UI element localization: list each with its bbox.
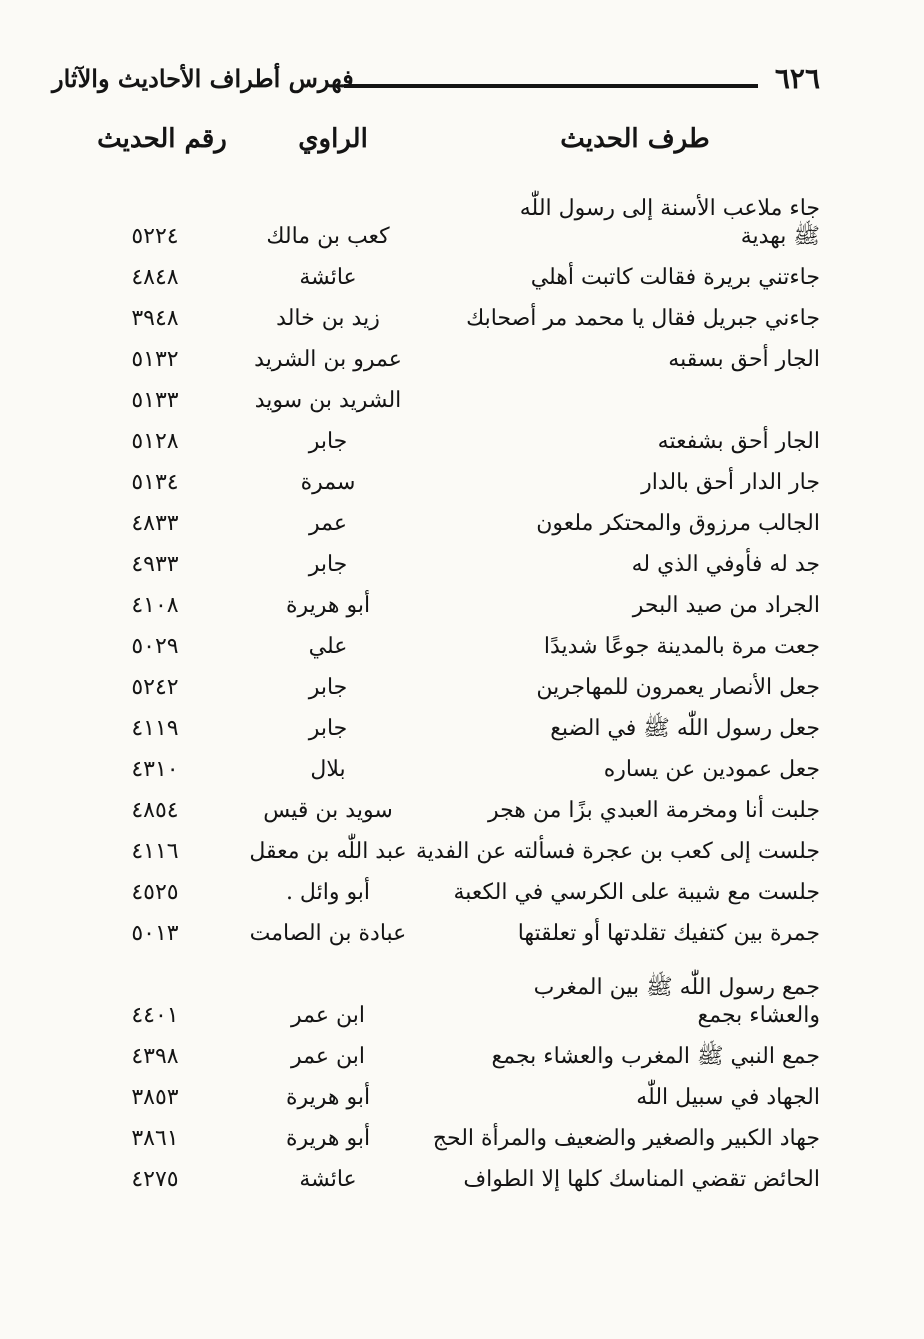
narrator: علي: [308, 633, 348, 659]
index-row: [0, 1074, 924, 1115]
hadith-text-line: جاء ملاعب الأسنة إلى رسول اللّٰه: [519, 196, 820, 221]
index-row: [0, 910, 924, 951]
index-row: [0, 418, 924, 459]
index-table: [0, 172, 924, 1197]
running-title: فهرس أطراف الأحاديث والآثار: [52, 64, 354, 93]
narrator: جابر: [308, 428, 348, 454]
narrator: ابن عمر: [291, 1002, 365, 1028]
hadith-text-line: الجهاد في سبيل اللّٰه: [636, 1084, 820, 1110]
index-row: [0, 787, 924, 828]
narrator: جابر: [308, 674, 348, 700]
hadith-number: ٥١٣٣: [131, 387, 179, 413]
index-row: [0, 951, 924, 1033]
hadith-text: [450, 715, 820, 743]
column-header-narrator: الراوي: [298, 124, 368, 154]
hadith-text: [450, 195, 820, 250]
narrator: عبادة بن الصامت: [249, 920, 407, 946]
hadith-text: [450, 633, 820, 661]
narrator: ابن عمر: [291, 1043, 365, 1069]
index-row: [0, 664, 924, 705]
hadith-text: [450, 264, 820, 292]
hadith-text-line: والعشاء بجمع: [697, 1002, 820, 1028]
hadith-text: [450, 346, 820, 374]
index-row: [0, 623, 924, 664]
running-header: [52, 58, 820, 102]
narrator: أبو هريرة: [285, 1125, 371, 1151]
hadith-text-line: جلست مع شيبة على الكرسي في الكعبة: [453, 879, 820, 905]
index-row: [0, 295, 924, 336]
narrator: جابر: [308, 551, 348, 577]
hadith-text: [450, 879, 820, 907]
hadith-text: [450, 551, 820, 579]
hadith-text: [450, 674, 820, 702]
hadith-number: ٤٨٤٨: [131, 264, 179, 290]
narrator: بلال: [310, 756, 346, 782]
hadith-number: ٤٣٩٨: [131, 1043, 179, 1069]
index-row: [0, 1033, 924, 1074]
hadith-text-line: جد له فأوفي الذي له: [631, 551, 820, 577]
column-headers: [0, 124, 924, 168]
hadith-text-line: جعل رسول اللّٰه ﷺ في الضبع: [550, 715, 820, 741]
hadith-text: [450, 305, 820, 333]
narrator: سمرة: [300, 469, 356, 495]
hadith-text: [450, 920, 820, 948]
hadith-text: [450, 428, 820, 456]
hadith-text-line: جمع رسول اللّٰه ﷺ بين المغرب: [533, 975, 820, 1000]
index-row: [0, 869, 924, 910]
index-row: [0, 1156, 924, 1197]
hadith-number: ٣٨٦١: [131, 1125, 179, 1151]
hadith-number: ٤٣١٠: [131, 756, 179, 782]
hadith-text-line: جمرة بين كتفيك تقلدتها أو تعلقتها: [517, 920, 820, 946]
hadith-text-line: جعل الأنصار يعمرون للمهاجرين: [536, 674, 820, 700]
narrator: عمرو بن الشريد: [254, 346, 402, 372]
hadith-number: ٤٥٢٥: [131, 879, 179, 905]
hadith-number: ٥٢٢٤: [131, 223, 179, 249]
hadith-text: [450, 510, 820, 538]
index-row: [0, 500, 924, 541]
hadith-number: ٤٨٥٤: [131, 797, 179, 823]
hadith-text: [450, 797, 820, 825]
hadith-text: [450, 974, 820, 1029]
index-row: [0, 582, 924, 623]
hadith-text: [450, 756, 820, 784]
index-row: [0, 1115, 924, 1156]
hadith-number: ٣٩٤٨: [131, 305, 179, 331]
narrator: أبو هريرة: [285, 592, 371, 618]
narrator: أبو هريرة: [285, 1084, 371, 1110]
hadith-text: [432, 1125, 820, 1153]
index-row: [0, 459, 924, 500]
hadith-number: ٤١٠٨: [131, 592, 179, 618]
index-row: [0, 254, 924, 295]
hadith-number: ٤٨٣٣: [131, 510, 179, 536]
index-row: [0, 541, 924, 582]
hadith-text-line: الجراد من صيد البحر: [632, 592, 820, 618]
narrator: عمر: [309, 510, 347, 536]
index-row: [0, 746, 924, 787]
hadith-number: ٥٠١٣: [131, 920, 179, 946]
index-row: [0, 828, 924, 869]
hadith-number: ٤٤٠١: [131, 1002, 179, 1028]
hadith-number: ٤٢٧٥: [131, 1166, 179, 1192]
narrator: عائشة: [299, 264, 357, 290]
hadith-number: ٤١١٩: [131, 715, 179, 741]
hadith-text-line: جلبت أنا ومخرمة العبدي بزًا من هجر: [487, 797, 820, 823]
narrator: زيد بن خالد: [276, 305, 380, 331]
column-header-hadith-text: طرف الحديث: [560, 124, 710, 154]
index-row: [0, 172, 924, 254]
hadith-text-line: الحائض تقضي المناسك كلها إلا الطواف: [463, 1166, 820, 1192]
hadith-text: [415, 838, 820, 866]
column-header-hadith-number: رقم الحديث: [97, 124, 227, 154]
hadith-number: ٥١٣٤: [131, 469, 179, 495]
narrator: عائشة: [299, 1166, 357, 1192]
hadith-text-line: جمع النبي ﷺ المغرب والعشاء بجمع: [491, 1043, 820, 1069]
hadith-text-line: جار الدار أحق بالدار: [641, 469, 820, 495]
hadith-number: ٣٨٥٣: [131, 1084, 179, 1110]
narrator: سويد بن قيس: [263, 797, 393, 823]
hadith-number: ٤٩٣٣: [131, 551, 179, 577]
hadith-text: [450, 592, 820, 620]
hadith-text-line: جعل عمودين عن يساره: [603, 756, 820, 782]
index-row: [0, 377, 924, 418]
hadith-text: [450, 1166, 820, 1194]
hadith-number: ٥٠٢٩: [131, 633, 179, 659]
hadith-text-line: ﷺ بهدية: [740, 223, 820, 249]
hadith-text-line: الجالب مرزوق والمحتكر ملعون: [536, 510, 820, 536]
hadith-text-line: الجار أحق بشفعته: [657, 428, 820, 454]
narrator: أبو وائل .: [285, 879, 371, 905]
hadith-text-line: جهاد الكبير والصغير والضعيف والمرأة الحج: [432, 1125, 820, 1151]
narrator: جابر: [308, 715, 348, 741]
index-row: [0, 705, 924, 746]
hadith-number: ٥١٣٢: [131, 346, 179, 372]
header-rule: [344, 84, 758, 88]
hadith-text: [450, 1084, 820, 1112]
hadith-text: [450, 1043, 820, 1071]
narrator: كعب بن مالك: [266, 223, 390, 249]
hadith-number: ٥٢٤٢: [131, 674, 179, 700]
hadith-text: [450, 469, 820, 497]
narrator: الشريد بن سويد: [254, 387, 402, 413]
narrator: عبد اللّٰه بن معقل: [249, 838, 407, 864]
page-number: ٦٢٦: [774, 62, 820, 95]
hadith-text-line: الجار أحق بسقبه: [668, 346, 820, 372]
hadith-number: ٥١٢٨: [131, 428, 179, 454]
hadith-text-line: جلست إلى كعب بن عجرة فسألته عن الفدية: [415, 838, 820, 864]
hadith-text-line: جاءتني بريرة فقالت كاتبت أهلي: [530, 264, 820, 290]
hadith-text-line: جاءني جبريل فقال يا محمد مر أصحابك: [466, 305, 820, 331]
hadith-text-line: جعت مرة بالمدينة جوعًا شديدًا: [543, 633, 820, 659]
index-row: [0, 336, 924, 377]
hadith-number: ٤١١٦: [131, 838, 179, 864]
